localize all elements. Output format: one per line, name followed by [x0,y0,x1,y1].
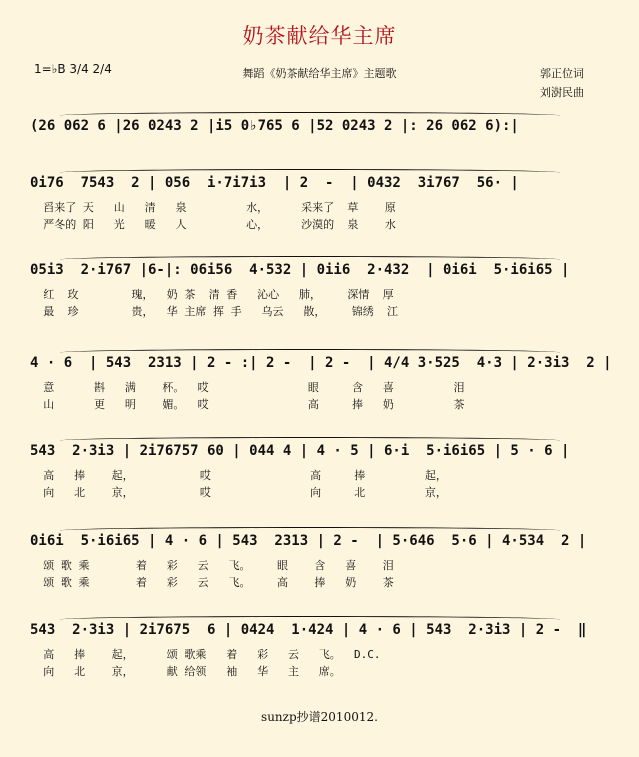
notation-row: (26 062 6 |26 0243 2 |i5 0♭765 6 |52 0243 2 |: 26 062 6):| [30,118,519,134]
key-signature: 1=♭B 3/4 2/4 [34,62,112,76]
notation-row: 543 2·3i3 | 2i76757 60 | 044 4 | 4 · 5 | 6·i 5·i6i65 | 5 · 6 | [30,443,570,459]
lyric-line: 最 珍 贵， 华 主席 挥 手 乌云 散， 锦绣 江 [30,305,399,318]
lyric-line: 山 更 明 媚。 哎 高 捧 奶 茶 [30,398,465,411]
page-title: 奶茶献给华主席 [242,24,397,48]
subtitle: 舞蹈《奶茶献给华主席》主题歌 [242,67,397,80]
lyric-line: 意 斟 满 杯。 哎 眼 含 喜 泪 [30,381,465,394]
notation-row: 0i76 7543 2 | 056 i·7i7i3 | 2 - | 0432 3i767 56· | [30,175,519,191]
lyric-line: 高 捧 起， 哎 高 捧 起， [30,469,447,482]
lyric-line: 颂 歌 乘 着 彩 云 飞。 眼 含 喜 泪 [30,559,394,572]
slur-mark [60,437,560,444]
lyric-line: 红 玫 瑰， 奶 茶 清 香 沁心 肺， 深情 厚 [30,288,394,301]
lyric-line: 向 北 京， 哎 向 北 京， [30,486,447,499]
slur-mark [60,112,560,119]
lyric-line: 高 捧 起， 颂 歌乘 着 彩 云 飞。 D.C. [30,648,381,661]
slur-mark [60,169,560,176]
notation-row: 4 · 6 | 543 2313 | 2 - :| 2 - | 2 - | 4/4 3·525 4·3 | 2·3i3 2 | [30,355,612,371]
slur-mark [60,527,560,534]
lyric-line: 舀来了 天 山 清 泉 水， 采来了 草 原 [30,201,396,214]
notation-row: 543 2·3i3 | 2i7675 6 | 0424 1·424 | 4 · 6 | 543 2·3i3 | 2 - ‖ [30,622,587,638]
composer: 刘澍民曲 [540,86,584,99]
slur-mark [60,616,560,623]
lyric-line: 颂 歌 乘 着 彩 云 飞。 高 捧 奶 茶 [30,576,394,589]
lyric-line: 严冬的 阳 光 暖 人 心， 沙漠的 泉 水 [30,218,396,231]
slur-mark [60,256,560,263]
notation-row: 05i3 2·i767 |6-|: 06i56 4·532 | 0ii6 2·432 | 0i6i 5·i6i65 | [30,262,570,278]
lyricist: 郭正位词 [540,67,584,80]
notation-row: 0i6i 5·i6i65 | 4 · 6 | 543 2313 | 2 - | 5·646 5·6 | 4·534 2 | [30,533,587,549]
lyric-line: 向 北 京， 献 给领 袖 华 主 席。 [30,665,341,678]
footer-credit: sunzp抄谱2010012. [261,710,378,724]
slur-mark [60,349,560,356]
